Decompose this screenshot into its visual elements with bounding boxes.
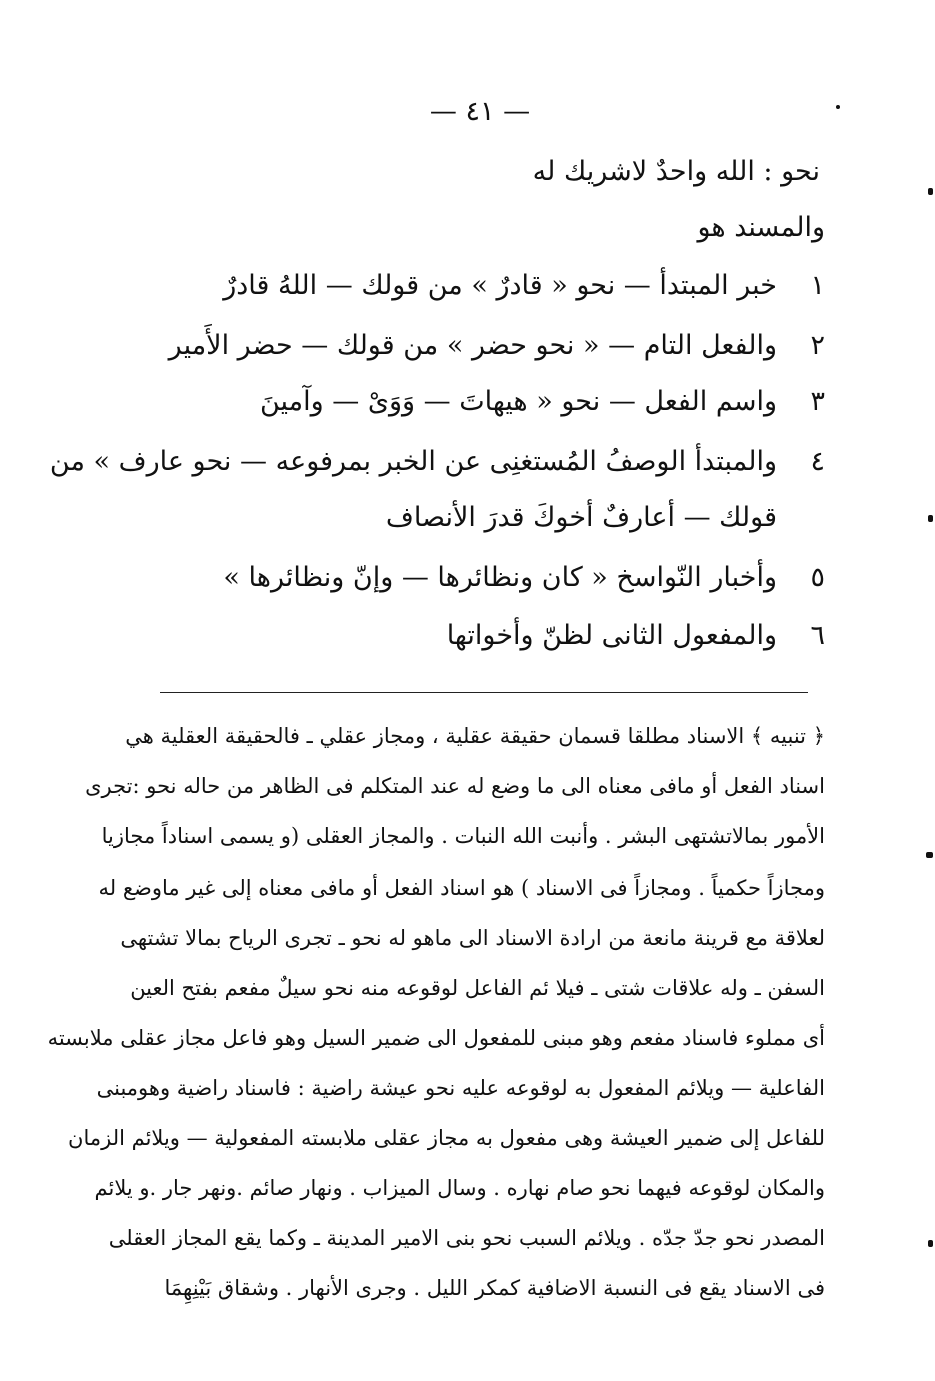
list-item-text: خبر المبتدأ — نحو « قادرٌ » من قولك — اللهُ قادرٌ [223,270,777,301]
note-line: الأمور بمالاتشتهى البشر . وأنبت الله النبات . والمجاز العقلى (و يسمى اسناداً مجازيا [101,824,825,848]
intro-example-line: نحو : الله واحدٌ لاشريك له [532,156,820,187]
list-item-text: وأخبار النّواسخ « كان ونظائرها — وإنّ ونظائرها » [223,562,777,593]
note-line: فى الاسناد يقع فى النسبة الاضافية كمكر الليل . وجرى الأنهار . وشقاق بَيْنِهِمَا [164,1276,825,1300]
note-line: المصدر نحو جدّ جدّه . ويلائم السبب نحو بنى الامير المدينة ـ وكما يقع المجاز العقلى [108,1226,825,1250]
list-item-number: ٢ [810,330,825,361]
list-item-text: والمفعول الثانى لظنّ وأخواتها [446,620,777,651]
scan-speck [928,188,933,195]
list-item [447,620,825,651]
list-item-number: ١ [810,270,825,301]
footnote-divider [160,692,808,693]
note-line: الفاعلية — ويلائم المفعول به لوقوعه عليه نحو عيشة راضية : فاسناد راضية وهومبنى [96,1076,825,1100]
note-line: أى مملوء فاسناد مفعم وهو مبنى للمفعول الى ضمير السيل وهو فاعل مجاز عقلى ملابسته [47,1026,825,1050]
intro-heading-line: والمسند هو [697,212,825,243]
list-item [169,330,825,361]
note-line: لعلاقة مع قرينة مانعة من ارادة الاسناد الى ماهو له نحو ـ تجرى الرياح بمالا تشتهى [120,926,825,950]
list-item-number: ٦ [810,620,825,651]
note-line: اسناد الفعل أو مافى معناه الى ما وضع له عند المتكلم فى الظاهر من حاله نحو :تجرى [85,774,825,798]
list-item [223,562,825,593]
list-item [50,446,825,477]
list-item-text: واسم الفعل — نحو « هيهاتَ — وَوَىْ — وآمينَ [259,386,777,417]
note-line: والمكان لوقوعه فيهما نحو صام نهاره . وسال الميزاب . ونهار صائم .ونهر جار .و يلائم [94,1176,825,1200]
page-number: — ٤١ — [429,96,531,127]
list-item-text: والمبتدأ الوصفُ المُستغنِى عن الخبر بمرفوعه — نحو عارف » من [49,446,777,477]
note-line: السفن ـ وله علاقات شتى ـ فيلا ئم الفاعل لوقوعه منه نحو سيلٌ مفعم بفتح العين [130,976,825,1000]
list-item-text: والفعل التام — « نحو حضر » من قولك — حضر الأَمير [168,330,777,361]
scan-speck [928,1240,933,1247]
scan-speck [836,105,840,109]
note-line: للفاعل إلى ضمير العيشة وهى مفعول به مجاز عقلى ملابسته المفعولية — ويلائم الزمان [68,1126,825,1150]
note-line: ومجازاً حكمياً . ومجازاً فى الاسناد ) هو اسناد الفعل أو مافى معناه إلى غير ماوضع له [98,876,825,900]
scan-speck [928,515,933,522]
list-item-number: ٣ [810,386,825,417]
list-item-number: ٤ [810,446,825,477]
list-item [260,386,825,417]
scan-speck [926,852,933,858]
list-item-number: ٥ [810,562,825,593]
list-item [223,270,825,301]
list-item-continuation: قولك — أعارفٌ أخوكَ قدرَ الأنصاف [385,502,777,533]
note-line: ﴿ تنبيه ﴾ الاسناد مطلقا قسمان حقيقة عقلية ، ومجاز عقلي ـ فالحقيقة العقلية هي [125,724,825,748]
